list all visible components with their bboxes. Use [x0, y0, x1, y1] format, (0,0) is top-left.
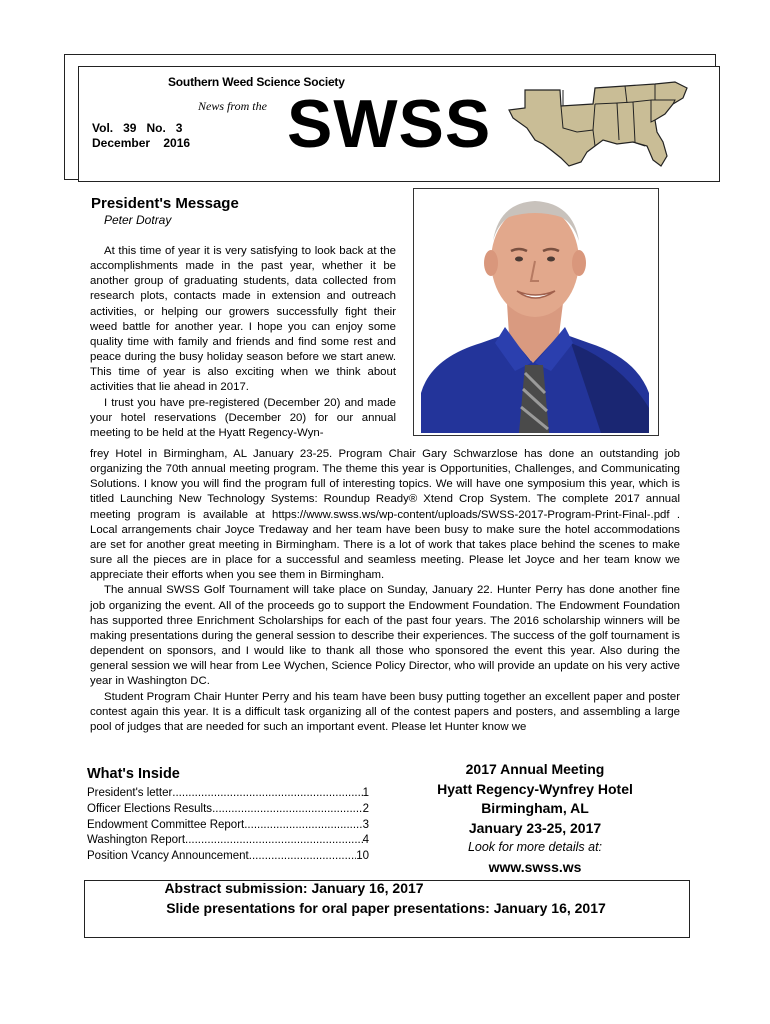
toc-page: 1 — [362, 787, 369, 799]
toc-leader — [249, 849, 356, 865]
southern-states-map — [505, 70, 695, 170]
meeting-hotel: Hyatt Regency-Wynfrey Hotel — [437, 780, 633, 797]
author-name: Peter Dotray — [104, 213, 172, 227]
annual-meeting-box — [408, 760, 662, 878]
table-of-contents — [87, 786, 369, 865]
more-details-label: Look for more details at: — [467, 840, 603, 855]
website-link[interactable]: www.swss.ws — [488, 858, 582, 875]
toc-label: President's letter — [87, 787, 173, 799]
toc-page: 3 — [362, 818, 369, 831]
meeting-title: 2017 Annual Meeting — [465, 761, 605, 777]
presidents-message-continued — [90, 447, 680, 735]
toc-leader — [172, 786, 362, 802]
paragraph: Student Program Chair Hunter Perry and his team have been busy putting together an excellent paper and poster contest again this year. It is a difficult task organizing all of the contest papers and posters, and assembling a large pool of judges that are needed for such an important event. Please let Hunter know we — [90, 690, 680, 733]
president-portrait — [421, 193, 649, 433]
toc-label: Position Vcancy Announcement — [87, 850, 249, 863]
presidents-message-heading: President's Message — [91, 195, 239, 212]
toc-leader — [212, 802, 363, 818]
toc-page: 2 — [362, 802, 369, 815]
toc-item[interactable] — [87, 849, 369, 865]
toc-page: 4 — [362, 834, 369, 847]
toc-page: 10 — [356, 850, 369, 863]
paragraph: The annual SWSS Golf Tournament will take place on Sunday, January 22. Hunter Perry has done another fine job organizing the event. All of the proceeds go to support the Endowment Foundation. The Endowment Foundation has supported three Enrichment Scholarships for each of the past four years. The 2016 scholarship winners will be making presentations during the general session to describe their experiences. The success of the golf tournament is dependent on sponsors, and I would like to thank all those who sponsored the event this year. Also during the general session we will hear from Lee Wychen, Science Policy Director, who will provide an update on his very active year in Washington DC. — [90, 584, 680, 688]
paragraph: At this time of year it is very satisfying to look back at the accomplishments made in the past year, whether it be another group of graduating students, data collected from research plots, contacts made in extension and outreach activities, or helping our growers successfully fight their weed battle for another year. I hope you can enjoy some quality time with family and friends and find some rest and peace during the busy holiday season before we start anew. This time of year is also exciting when we think about activities that lie ahead in 2017. — [90, 245, 396, 394]
society-name: Southern Weed Science Society — [168, 75, 345, 89]
toc-item[interactable] — [87, 818, 369, 834]
whats-inside-heading: What's Inside — [87, 766, 180, 782]
toc-leader — [244, 818, 362, 834]
toc-label: Washington Report — [87, 834, 186, 847]
issue-info — [92, 121, 190, 151]
map-region — [509, 82, 687, 166]
newsletter-title: SWSS — [287, 86, 492, 162]
paragraph: I trust you have pre-registered (December 20) and made your hotel reservations (December 20) for our annual meeting to be held at the Hyatt Regency-Wyn- — [90, 396, 396, 439]
volume-number: Vol. 39 No. 3 — [92, 121, 183, 135]
toc-label: Endowment Committee Report — [87, 818, 245, 831]
toc-item[interactable] — [87, 833, 369, 849]
toc-item[interactable] — [87, 802, 369, 818]
abstract-deadline: Abstract submission: January 16, 2017 — [164, 880, 424, 896]
toc-leader — [185, 833, 363, 849]
meeting-city: Birmingham, AL — [481, 800, 589, 817]
slides-deadline: Slide presentations for oral paper presentations: January 16, 2017 — [166, 900, 606, 916]
paragraph: frey Hotel in Birmingham, AL January 23-25. Program Chair Gary Schwarzlose has done an outstanding job organizing the 70th annual meeting program. The theme this year is Opportunities, Challenges, and Communicating Solutions. I know you will find the program full of interesting topics. We will have one symposium this year, which is titled Launching New Technology Systems: Roundup Ready® Xtend Crop System. The complete 2017 annual meeting program is available at https://www.swss.ws/wp-content/uploads/SWSS-2017-Program-Print-Final-.pdf . Local arrangements chair Joyce Tredaway and her team have been busy to make sure the hotel accommodations are set for another great meeting in Birmingham. There is a lot of work that takes place behind the scenes to make sure all the pieces are in place for a successful and seamless meeting. Please let Joyce and her team know we appreciate their efforts when you see them in Birmingham. — [90, 448, 680, 582]
news-from-label: News from the — [198, 99, 267, 113]
toc-item[interactable] — [87, 786, 369, 802]
issue-date: December 2016 — [92, 136, 191, 150]
toc-label: Officer Elections Results — [87, 802, 213, 815]
presidents-message-column — [90, 244, 396, 441]
meeting-dates: January 23-25, 2017 — [468, 819, 602, 836]
